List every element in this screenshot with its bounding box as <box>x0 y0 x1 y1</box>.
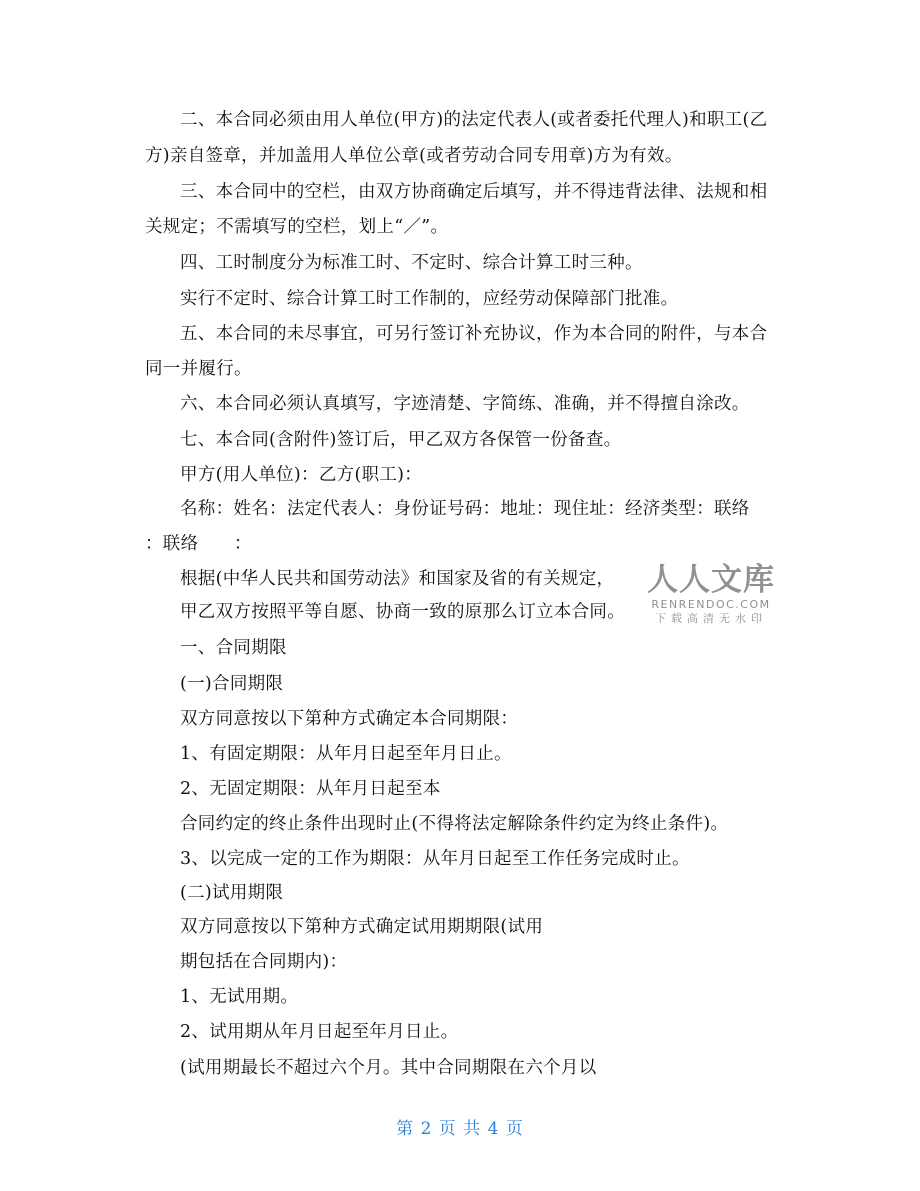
paragraph-line: 五、本合同的未尽事宜，可另行签订补充协议，作为本合同的附件，与本合 <box>180 324 768 344</box>
paragraph-line: 期包括在合同期内)： <box>180 952 348 972</box>
subsection-heading: (一)合同期限 <box>180 674 284 694</box>
paragraph-line: 三、本合同中的空栏，由双方协商确定后填写，并不得违背法律、法规和相 <box>180 182 768 202</box>
watermark-logo <box>646 562 776 632</box>
paragraph-line: 双方同意按以下第种方式确定本合同期限： <box>180 709 519 729</box>
paragraph-line: 七、本合同(含附件)签订后，甲乙双方各保管一份备查。 <box>180 430 622 450</box>
paragraph-line: 实行不定时、综合计算工时工作制的，应经劳动保障部门批准。 <box>180 289 679 309</box>
list-item: 1、有固定期限：从年月日起至年月日止。 <box>180 744 512 764</box>
paragraph-line: 名称：姓名：法定代表人：身份证号码：地址：现住址：经济类型：联络 <box>180 499 750 519</box>
paragraph-line: 二、本合同必须由用人单位(甲方)的法定代表人(或者委托代理人)和职工(乙 <box>180 110 768 130</box>
paragraph-line: 同一并履行。 <box>145 359 252 379</box>
paragraph-line: 六、本合同必须认真填写，字迹清楚、字简练、准确，并不得擅自涂改。 <box>180 394 750 414</box>
paragraph-line: 双方同意按以下第种方式确定试用期期限(试用 <box>180 917 544 937</box>
paragraph-line: 甲方(用人单位)：乙方(职工)： <box>180 465 423 485</box>
page-number: 第 2 页 共 4 页 <box>396 1119 524 1139</box>
list-item: 3、以完成一定的工作为期限：从年月日起至工作任务完成时止。 <box>180 849 690 869</box>
paragraph-line: 合同约定的终止条件出现时止(不得将法定解除条件约定为终止条件)。 <box>180 814 729 834</box>
paragraph-line: 关规定；不需填写的空栏，划上“／”。 <box>145 217 449 237</box>
paragraph-line: 四、工时制度分为标准工时、不定时、综合计算工时三种。 <box>180 253 643 273</box>
paragraph-line: ：联络 ： <box>145 534 252 554</box>
section-heading: 一、合同期限 <box>180 638 287 658</box>
paragraph-line: 方)亲自签章，并加盖用人单位公章(或者劳动合同专用章)方为有效。 <box>145 146 683 166</box>
paragraph-line: (试用期最长不超过六个月。其中合同期限在六个月以 <box>180 1058 597 1078</box>
list-item: 2、无固定期限：从年月日起至本 <box>180 779 441 799</box>
paragraph-line: 根据(中华人民共和国劳动法》和国家及省的有关规定， <box>180 569 615 589</box>
watermark-title: 人人文库 <box>647 562 775 598</box>
list-item: 2、试用期从年月日起至年月日止。 <box>180 1022 459 1042</box>
paragraph-line: 甲乙双方按照平等自愿、协商一致的原那么订立本合同。 <box>180 602 625 622</box>
subsection-heading: (二)试用期限 <box>180 883 284 903</box>
watermark-site: RENRENDOC.COM <box>651 598 771 611</box>
watermark-subtitle: 下载高清无水印 <box>655 612 767 625</box>
list-item: 1、无试用期。 <box>180 987 299 1007</box>
